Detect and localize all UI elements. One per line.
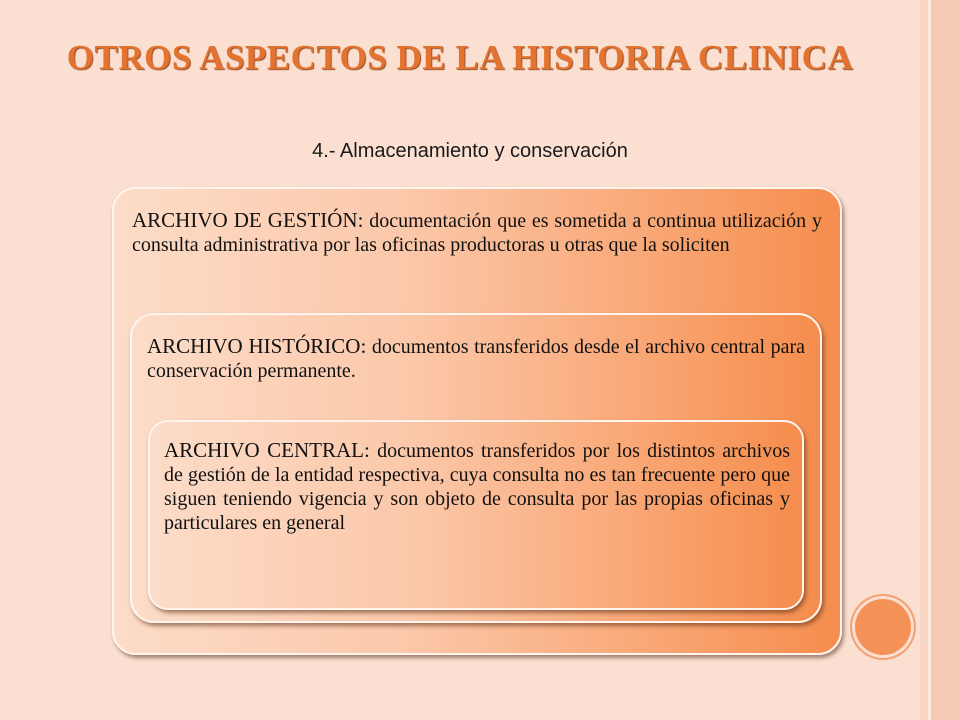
archivo-central-heading: ARCHIVO CENTRAL: xyxy=(164,438,370,462)
archivo-gestion-description: documentación que es sometida a continua utilización y consulta administrativa por las oficinas productoras u otras que la soliciten xyxy=(132,210,822,256)
archivo-historico-heading: ARCHIVO HISTÓRICO: xyxy=(147,334,367,358)
archivo-central-description: documentos transferidos por los distintos archivos de gestión de la entidad respectiva, cuya consulta no es tan frecuente pero que siguen teniendo vigencia y son objeto de consulta por las propias oficinas y particulares en general xyxy=(164,440,790,534)
slide-title: OTROS ASPECTOS DE LA HISTORIA CLINICA xyxy=(66,38,854,77)
decorative-circle xyxy=(852,596,914,658)
slide-subtitle: 4.- Almacenamiento y conservación xyxy=(312,140,628,162)
archivo-gestion-heading: ARCHIVO DE GESTIÓN: xyxy=(132,208,364,232)
right-decorative-stripe xyxy=(920,0,960,720)
archivo-gestion-text xyxy=(132,208,822,310)
archivo-central-text xyxy=(164,438,790,535)
archivo-historico-description: documentos transferidos desde el archivo central para conservación permanente. xyxy=(147,336,805,382)
archivo-historico-text xyxy=(147,334,805,383)
